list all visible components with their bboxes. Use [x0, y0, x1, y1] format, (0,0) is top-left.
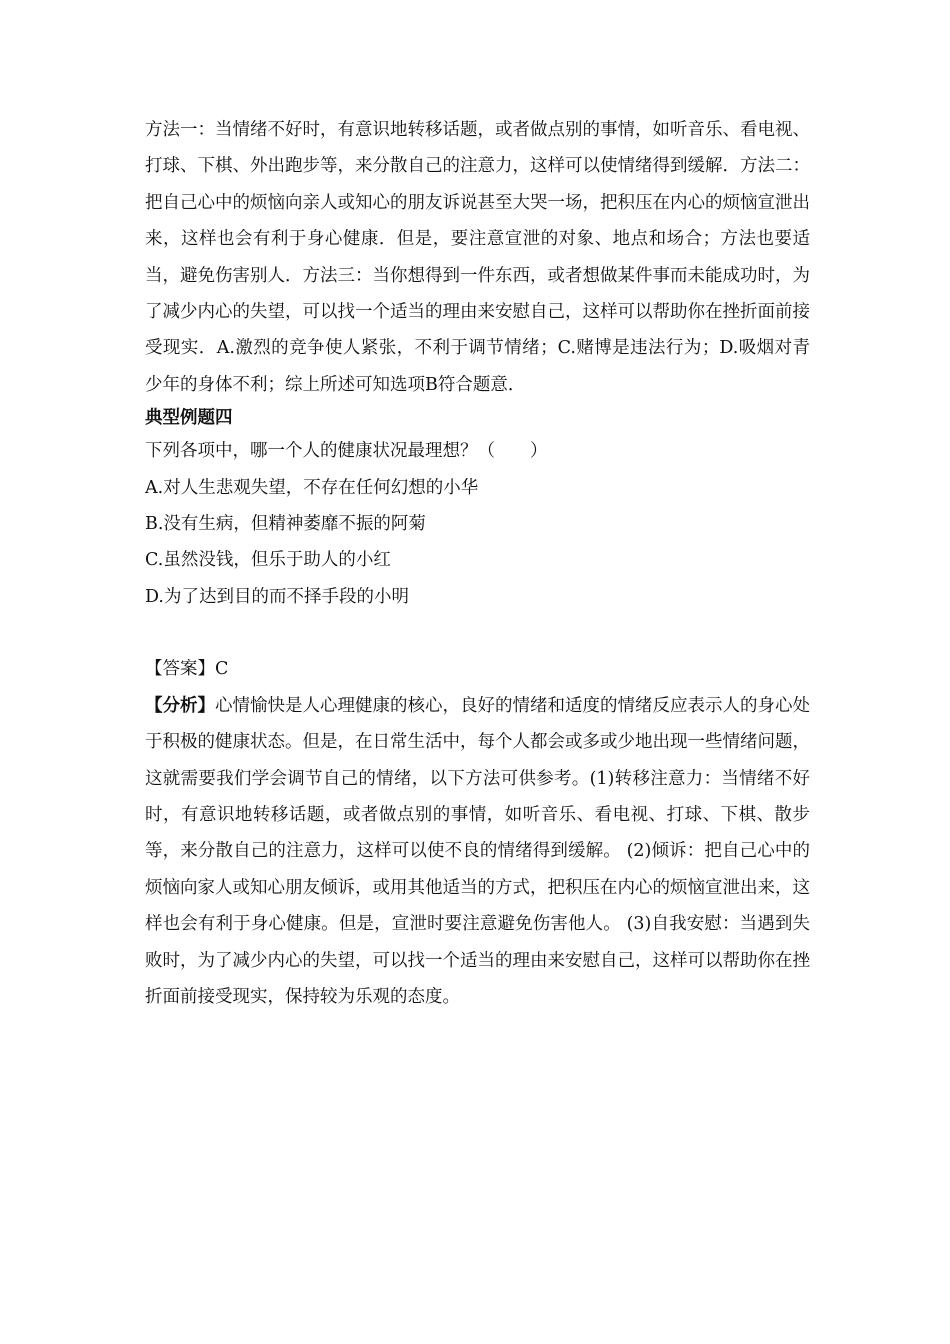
option-c: C.虽然没钱，但乐于助人的小红: [145, 550, 391, 571]
intro-explanation: 方法一：当情绪不好时，有意识地转移话题，或者做点别的事情，如听音乐、看电视、打球、下棋、外出跑步等，来分散自己的注意力，这样可以使情绪得到缓解．方法二：把自己心中的烦恼向亲人或知心的朋友诉说甚至大哭一场，把积压在内心的烦恼宣泄出来，这样也会有利于身心健康．但是，要注意宣泄的对象、地点和场合；方法也要适当，避免伤害别人．方法三：当你想得到一件东西，或者想做某件事而未能成功时，为了减少内心的失望，可以找一个适当的理由来安慰自己，这样可以帮助你在挫折面前接受现实．A.激烈的竞争使人紧张，不利于调节情绪；C.赌博是违法行为；D.吸烟对青少年的身体不利；综上所述可知选项B符合题意．: [145, 120, 810, 395]
document-page: [145, 112, 810, 1015]
analysis-text: 心情愉快是人心理健康的核心，良好的情绪和适度的情绪反应表示人的身心处于积极的健康状态。但是，在日常生活中，每个人都会或多或少地出现一些情绪问题，这就需要我们学会调节自己的情绪，以下方法可供参考。(1)转移注意力：当情绪不好时，有意识地转移话题，或者做点别的事情，如听音乐、看电视、打球、下棋、散步等，来分散自己的注意力，这样可以使不良的情绪得到缓解。 (2)倾诉：把自己心中的烦恼向家人或知心朋友倾诉，或用其他适当的方式，把积压在内心的烦恼宣泄出来，这样也会有利于身心健康。但是，宣泄时要注意避免伤害他人。 (3)自我安慰：当遇到失败时，为了减少内心的失望，可以找一个适当的理由来安慰自己，这样可以帮助你在挫折面前接受现实，保持较为乐观的态度。: [145, 695, 810, 1007]
example-heading: 典型例题四: [145, 408, 233, 429]
answer-line: [145, 651, 810, 687]
spacer: [145, 615, 810, 651]
analysis-label: 【分析】: [145, 695, 215, 716]
option-a: A.对人生悲观失望，不存在任何幻想的小华: [145, 477, 479, 498]
option-b: B.没有生病，但精神萎靡不振的阿菊: [145, 514, 426, 535]
analysis-paragraph: [145, 688, 810, 1016]
option-d: D.为了达到目的而不择手段的小明: [145, 586, 409, 607]
answer-label: 【答案】: [145, 659, 215, 680]
answer-value: C: [215, 659, 229, 680]
example-question: 下列各项中，哪一个人的健康状况最理想？（ ）: [145, 441, 548, 462]
